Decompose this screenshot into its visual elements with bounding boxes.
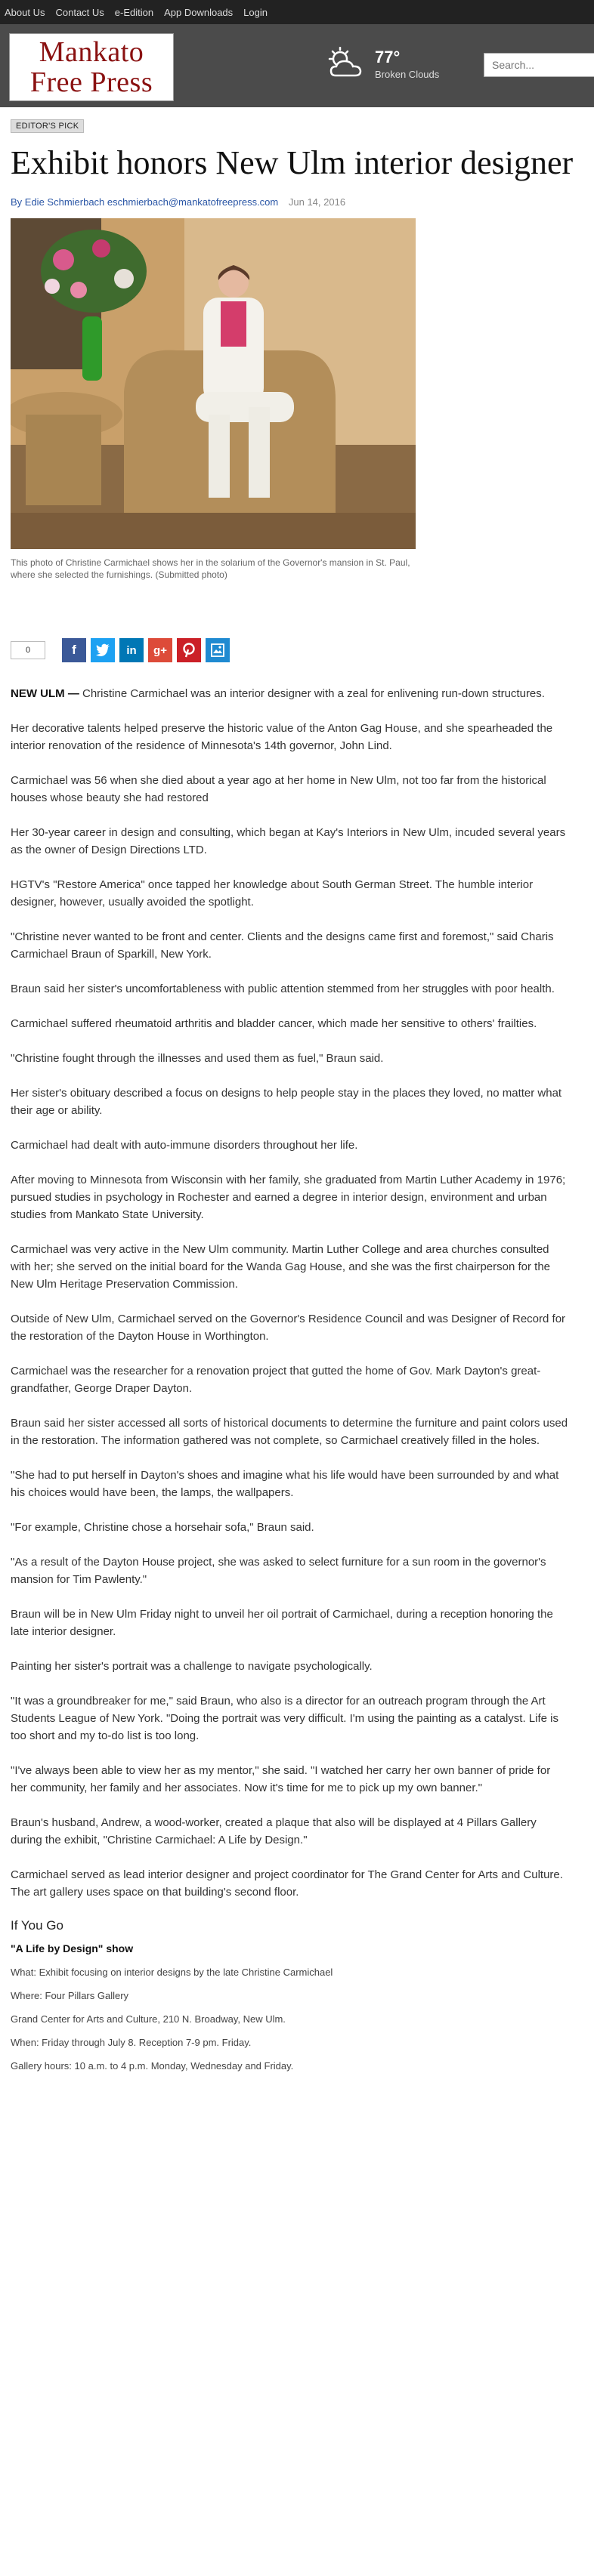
article-paragraph: "Christine never wanted to be front and center. Clients and the designs came first and foremost," said Charis Carmichael Braun of Sparkill, New York.	[11, 930, 554, 961]
article-paragraph: Braun said her sister accessed all sorts of historical documents to determine the furniture and paint colors used in the restoration. The information gathered was not complete, so Carmichael creatively filled in the holes.	[11, 1417, 568, 1447]
article-paragraph: Braun said her sister's uncomfortableness with public attention stemmed from her struggles with poor health.	[11, 983, 555, 995]
article-paragraph: "For example, Christine chose a horsehair sofa," Braun said.	[11, 1521, 314, 1534]
logo-line-1: Mankato	[39, 36, 144, 68]
search-input[interactable]	[484, 54, 594, 76]
weather-widget[interactable]	[325, 47, 439, 80]
masthead	[0, 24, 594, 107]
event-where: Where: Four Pillars Gallery	[11, 1990, 129, 2001]
weather-condition: Broken Clouds	[375, 68, 440, 80]
article-paragraph: Carmichael was 56 when she died about a year ago at her home in New Ulm, not too far from the historical houses whose beauty she had restored	[11, 774, 546, 804]
email-icon[interactable]	[206, 638, 230, 662]
show-title: "A Life by Design" show	[11, 1942, 134, 1954]
article-paragraph: HGTV's "Restore America" once tapped her knowledge about South German Street. The humble interior designer, however, usually avoided the spotlight.	[11, 878, 534, 909]
article-paragraph: Outside of New Ulm, Carmichael served on the Governor's Residence Council and was Designer of Record for the restoration of the Dayton House in Worthington.	[11, 1313, 566, 1343]
photo-caption: This photo of Christine Carmichael shows her in the solarium of the Governor's mansion in St. Paul, where she selected the furnishings. (Submitted photo)	[11, 557, 410, 580]
main-content	[0, 107, 594, 2072]
article-paragraph: Carmichael was very active in the New Ulm community. Martin Luther College and area churches consulted with her; she served on the initial board for the Wanda Gag House, and she was the first chairperson for the New Ulm Heritage Preservation Commission.	[11, 1243, 551, 1291]
event-hours: Gallery hours: 10 a.m. to 4 p.m. Monday, Wednesday and Friday.	[11, 2060, 294, 2072]
article-paragraph: "She had to put herself in Dayton's shoes and imagine what his life would have been surrounded by and what his choices would have been, the lamps, the wallpapers.	[11, 1469, 559, 1499]
article-paragraph: Her sister's obituary described a focus on designs to help people stay in the places they loved, no matter what their age or ability.	[11, 1087, 562, 1117]
editors-pick-badge: EDITOR'S PICK	[11, 119, 84, 133]
article-paragraph: Braun will be in New Ulm Friday night to unveil her oil portrait of Carmichael, during a reception honoring the late interior designer.	[11, 1608, 553, 1638]
article-paragraph: Carmichael served as lead interior designer and project coordinator for The Grand Center for Arts and Culture. The art gallery uses space on that building's second floor.	[11, 1868, 563, 1899]
article-paragraph: "It was a groundbreaker for me," said Braun, who also is a director for an outreach program through the Art Students League of New York. "Doing the portrait was very difficult. I'm using the painting as a catalyst. Life is too short and my to-do list is too long.	[11, 1695, 558, 1742]
if-you-go-heading: If You Go	[11, 1918, 63, 1933]
article-paragraph: Her 30-year career in design and consulting, which began at Kay's Interiors in New Ulm, incuded several years as the owner of Design Directions LTD.	[11, 826, 566, 856]
article-photo[interactable]	[11, 218, 416, 549]
pinterest-icon[interactable]	[177, 638, 201, 662]
article-paragraph: Braun's husband, Andrew, a wood-worker, created a plaque that also will be displayed at 4 Pillars Gallery during the exhibit, "Christine Carmichael: A Life by Design."	[11, 1816, 537, 1846]
article-paragraph: After moving to Minnesota from Wisconsin with her family, she graduated from Martin Luther Academy in 1976; pursued studies in psychology in Rochester and earned a degree in interior design, environment and urban studies from Mankato State University.	[11, 1174, 566, 1221]
publish-date: Jun 14, 2016	[288, 196, 346, 208]
dateline: NEW ULM —	[11, 687, 79, 700]
logo-line-2: Free Press	[29, 66, 153, 98]
article-paragraph: Painting her sister's portrait was a challenge to navigate psychologically.	[11, 1660, 373, 1673]
article-paragraph: Carmichael suffered rheumatoid arthritis and bladder cancer, which made her sensitive to others' frailties.	[11, 1017, 537, 1030]
top-nav	[0, 0, 594, 24]
event-when: When: Friday through July 8. Reception 7-9 pm. Friday.	[11, 2037, 252, 2048]
search-box	[484, 53, 594, 77]
google-plus-icon[interactable]: g+	[148, 638, 172, 662]
facebook-icon[interactable]: f	[62, 638, 86, 662]
byline	[11, 196, 583, 208]
twitter-icon[interactable]	[91, 638, 115, 662]
nav-app-downloads[interactable]: App Downloads	[164, 6, 234, 18]
author-link[interactable]: By Edie Schmierbach eschmierbach@mankatofreepress.com	[11, 196, 279, 208]
nav-e-edition[interactable]: e-Edition	[114, 6, 154, 18]
article-paragraph: "I've always been able to view her as my mentor," she said. "I watched her carry her own banner of pride for her community, her family and her associates. Now it's time for me to pick up my own banner."	[11, 1764, 551, 1794]
article-paragraph: Carmichael had dealt with auto-immune disorders throughout her life.	[11, 1139, 358, 1152]
nav-login[interactable]: Login	[243, 6, 268, 18]
article-headline: Exhibit honors New Ulm interior designer	[11, 144, 574, 181]
article-body	[11, 685, 570, 1901]
share-count: 0	[11, 641, 45, 659]
partly-cloudy-icon	[325, 47, 369, 80]
share-bar	[11, 638, 583, 662]
article-paragraph: "Christine fought through the illnesses and used them as fuel," Braun said.	[11, 1052, 384, 1065]
article-paragraph: NEW ULM — Christine Carmichael was an interior designer with a zeal for enlivening run-down structures.	[11, 687, 545, 700]
event-what: What: Exhibit focusing on interior designs by the late Christine Carmichael	[11, 1967, 333, 1978]
linkedin-icon[interactable]: in	[119, 638, 144, 662]
nav-about-us[interactable]: About Us	[5, 6, 45, 18]
event-address: Grand Center for Arts and Culture, 210 N. Broadway, New Ulm.	[11, 2013, 286, 2025]
weather-temp: 77°	[375, 47, 401, 66]
article-paragraph: Carmichael was the researcher for a renovation project that gutted the home of Gov. Mark Dayton's great-grandfather, George Draper Dayton.	[11, 1365, 541, 1395]
nav-contact-us[interactable]: Contact Us	[55, 6, 104, 18]
article-paragraph: "As a result of the Dayton House project, she was asked to select furniture for a sun room in the governor's mansion for Tim Pawlenty."	[11, 1556, 546, 1586]
site-logo[interactable]	[9, 33, 174, 101]
article-paragraph: Her decorative talents helped preserve the historic value of the Anton Gag House, and she spearheaded the interior renovation of the residence of Minnesota's 14th governor, John Lind.	[11, 722, 553, 752]
